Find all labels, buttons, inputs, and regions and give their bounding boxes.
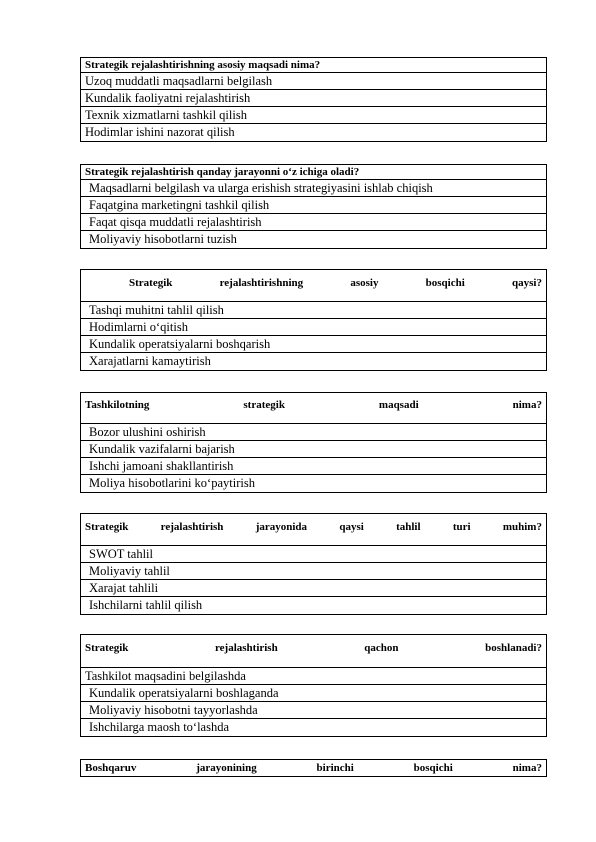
answer-option: Texnik xizmatlarni tashkil qilish [81,107,546,124]
question-word: nima? [512,399,542,411]
question-word: Strategik [85,520,129,533]
question-word: bosqichi [413,762,453,774]
question-block-3 [80,269,547,371]
question-word: Tashkilotning [85,399,150,411]
answer-option: Kundalik vazifalarni bajarish [81,441,546,458]
question-block-5 [80,513,547,615]
question-block-2 [80,164,547,249]
answer-option: Ishchi jamoani shakllantirish [81,458,546,475]
answer-option: Kundalik operatsiyalarni boshlaganda [81,685,546,702]
question-word: qaysi? [512,276,542,289]
question-word: Strategik [85,642,129,654]
answer-option: Ishchilarni tahlil qilish [89,598,203,612]
question-block-6 [80,634,547,737]
answer-option: Moliyaviy hisobotni tayyorlashda [81,702,546,719]
answer-option: Bozor ulushini oshirish [81,424,546,441]
question-text: Strategik rejalashtirish qanday jarayonni oʻz ichiga oladi? [81,165,546,180]
question-text [81,514,546,546]
question-text [81,760,546,776]
question-word: nima? [512,762,542,774]
answer-option: Kundalik operatsiyalarni boshqarish [81,336,546,353]
question-block-1 [80,57,547,142]
answer-option: Hodimlarni oʻqitish [81,319,546,336]
question-word: birinchi [316,762,354,774]
answer-option: Tashkilot maqsadini belgilashda [81,668,546,685]
answer-option: Xarajatlarni kamaytirish [89,354,211,368]
question-word: jarayonining [196,762,257,774]
question-word: maqsadi [378,399,419,411]
answer-option: Faqat qisqa muddatli rejalashtirish [81,214,546,231]
question-word: qaysi [339,520,364,533]
question-text [81,270,546,302]
question-block-4 [80,392,547,493]
answer-option: Faqatgina marketingni tashkil qilish [81,197,546,214]
answer-option: Moliyaviy tahlil [81,563,546,580]
answer-option: Tashqi muhitni tahlil qilish [81,302,546,319]
question-block-7 [80,759,547,777]
question-word: tahlil [396,520,421,533]
question-text [81,635,546,668]
question-word: Strategik [129,276,173,289]
question-word: strategik [243,399,285,411]
question-word: rejalashtirishning [219,276,304,289]
answer-option: Hodimlar ishini nazorat qilish [85,125,235,139]
question-word: rejalashtirish [214,642,278,654]
answer-option: Kundalik faoliyatni rejalashtirish [81,90,546,107]
question-word: boshlanadi? [485,642,542,654]
answer-option: SWOT tahlil [81,546,546,563]
question-word: qachon [364,642,399,654]
question-text [81,393,546,424]
question-word: muhim? [502,520,542,533]
question-word: jarayonida [255,520,308,533]
question-word: asosiy [350,276,379,289]
answer-option: Moliyaviy hisobotlarni tuzish [89,232,237,246]
answer-option: Maqsadlarni belgilash va ularga erishish strategiyasini ishlab chiqish [81,180,546,197]
question-word: bosqichi [425,276,465,289]
answer-option: Xarajat tahlili [81,580,546,597]
question-text: Strategik rejalashtirishning asosiy maqsadi nima? [81,58,546,73]
question-word: Boshqaruv [85,762,137,774]
answer-option: Ishchilarga maosh toʻlashda [89,720,230,734]
question-word: turi [452,520,471,533]
answer-option: Moliya hisobotlarini koʻpaytirish [89,476,255,490]
answer-option: Uzoq muddatli maqsadlarni belgilash [81,73,546,90]
question-word: rejalashtirish [160,520,224,533]
